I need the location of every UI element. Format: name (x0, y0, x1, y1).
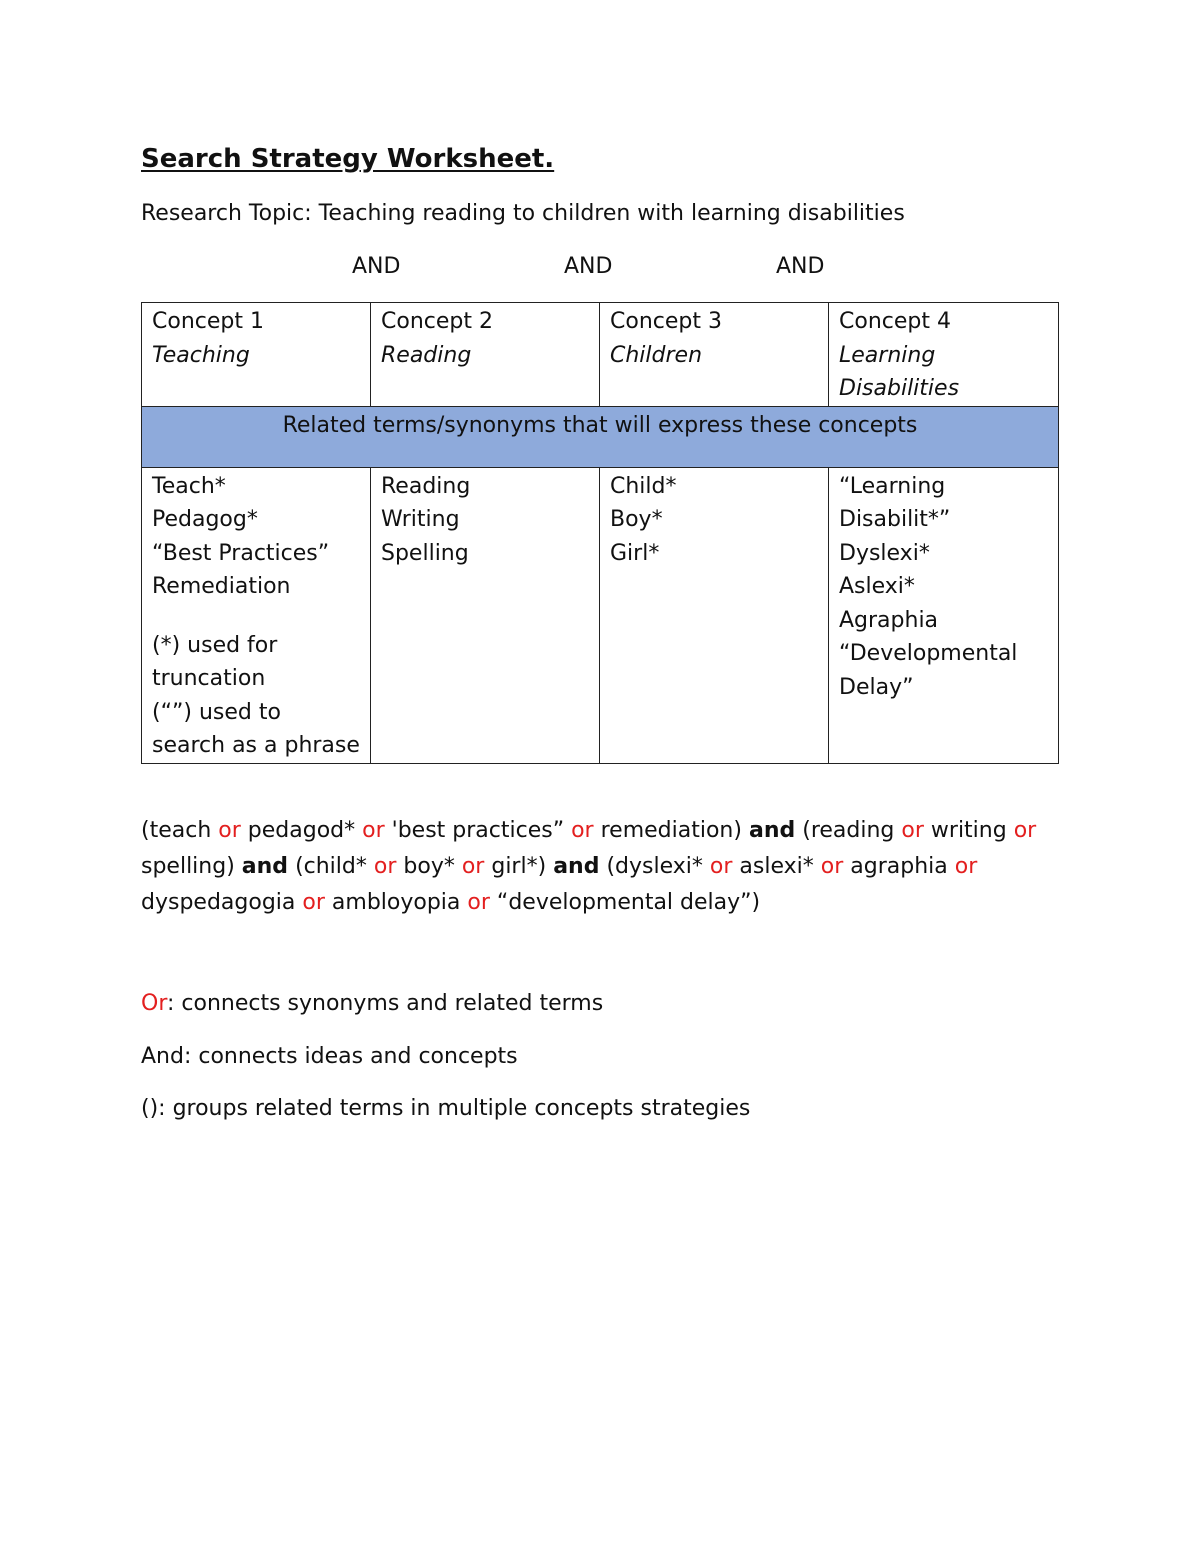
term: Girl* (610, 540, 660, 566)
term: Spelling (381, 540, 469, 566)
or-operator: or (709, 854, 733, 879)
terms-cell-2 (371, 467, 600, 763)
or-operator: or (373, 854, 397, 879)
legend-parentheses: (): groups related terms in multiple concepts strategies (141, 1096, 751, 1121)
concept-cell-1 (142, 303, 371, 407)
concept-header-row (142, 303, 1059, 407)
query-term: boy* (403, 854, 455, 879)
and-connector-1: AND (352, 254, 401, 279)
term: Writing (381, 507, 460, 532)
or-operator: or (954, 854, 978, 879)
query-term: (reading (802, 818, 895, 843)
query-term: (dyslexi* (606, 854, 703, 879)
concept-name: Reading (381, 342, 472, 368)
concept-table (141, 302, 1059, 764)
phrase-note: (“”) used to search as a phrase (152, 699, 360, 758)
term: Child* (610, 473, 677, 499)
query-term: remediation) (600, 818, 742, 843)
terms-row (142, 467, 1059, 763)
query-term: 'best practices” (391, 818, 565, 843)
query-term: spelling) (141, 854, 235, 879)
or-operator: or (467, 890, 490, 915)
term: Teach* (152, 473, 226, 499)
term: “Developmental Delay” (839, 641, 1018, 700)
truncation-note: (*) used for truncation (152, 632, 278, 691)
or-operator: or (218, 818, 241, 843)
research-topic: Research Topic: Teaching reading to children with learning disabilities (141, 201, 905, 226)
or-operator: or (1013, 818, 1037, 843)
query-term: aslexi* (739, 854, 814, 879)
concept-heading: Concept 2 (381, 309, 493, 334)
and-connector-3: AND (776, 254, 825, 279)
term: “Best Practices” (152, 540, 330, 566)
concept-heading: Concept 4 (839, 309, 951, 334)
worksheet-title: Search Strategy Worksheet. (141, 144, 555, 174)
term: Pedagog* (152, 507, 258, 532)
and-operator: and (241, 854, 289, 879)
legend-or-text: : connects synonyms and related terms (166, 991, 604, 1016)
terms-cell-1 (142, 467, 371, 763)
query-term: (child* (295, 854, 367, 879)
or-operator: or (820, 854, 844, 879)
boolean-search-query (141, 813, 1061, 921)
or-operator: or (362, 818, 385, 843)
terms-cell-3 (600, 467, 829, 763)
term: Dyslexi* (839, 540, 930, 566)
concept-cell-2 (371, 303, 600, 407)
and-connector-2: AND (564, 254, 613, 279)
synonyms-banner-row (142, 406, 1059, 467)
synonyms-banner: Related terms/synonyms that will express these concepts (142, 406, 1059, 467)
query-term: dyspedagogia (141, 890, 296, 915)
concept-cell-4 (829, 303, 1059, 407)
or-operator: or (901, 818, 924, 843)
and-operator: and (553, 854, 600, 879)
query-term: agraphia (850, 854, 948, 879)
query-term: girl*) (491, 854, 547, 879)
query-term: writing (930, 818, 1007, 843)
term: “Learning Disabilit*” (839, 473, 951, 532)
concept-heading: Concept 1 (152, 309, 264, 334)
and-operator: and (748, 818, 796, 843)
concept-name: Teaching (152, 342, 250, 368)
legend-and: And: connects ideas and concepts (141, 1044, 518, 1069)
query-term: ambloyopia (331, 890, 461, 915)
query-term: (teach (141, 818, 212, 843)
concept-name: Children (610, 342, 703, 368)
term: Aslexi* (839, 574, 915, 599)
term: Agraphia (839, 607, 939, 633)
notes-block (152, 629, 360, 763)
concept-cell-3 (600, 303, 829, 407)
legend-or (141, 991, 603, 1016)
concept-heading: Concept 3 (610, 309, 722, 334)
or-operator: or (571, 818, 594, 843)
term: Boy* (610, 507, 663, 532)
legend-or-key: Or (141, 991, 167, 1016)
term: Remediation (152, 574, 291, 599)
query-term: pedagod* (247, 818, 356, 843)
terms-cell-4 (829, 467, 1059, 763)
concept-name: Learning Disabilities (839, 342, 960, 401)
term: Reading (381, 473, 471, 499)
or-operator: or (302, 890, 325, 915)
query-term: “developmental delay”) (496, 890, 761, 915)
or-operator: or (461, 854, 485, 879)
